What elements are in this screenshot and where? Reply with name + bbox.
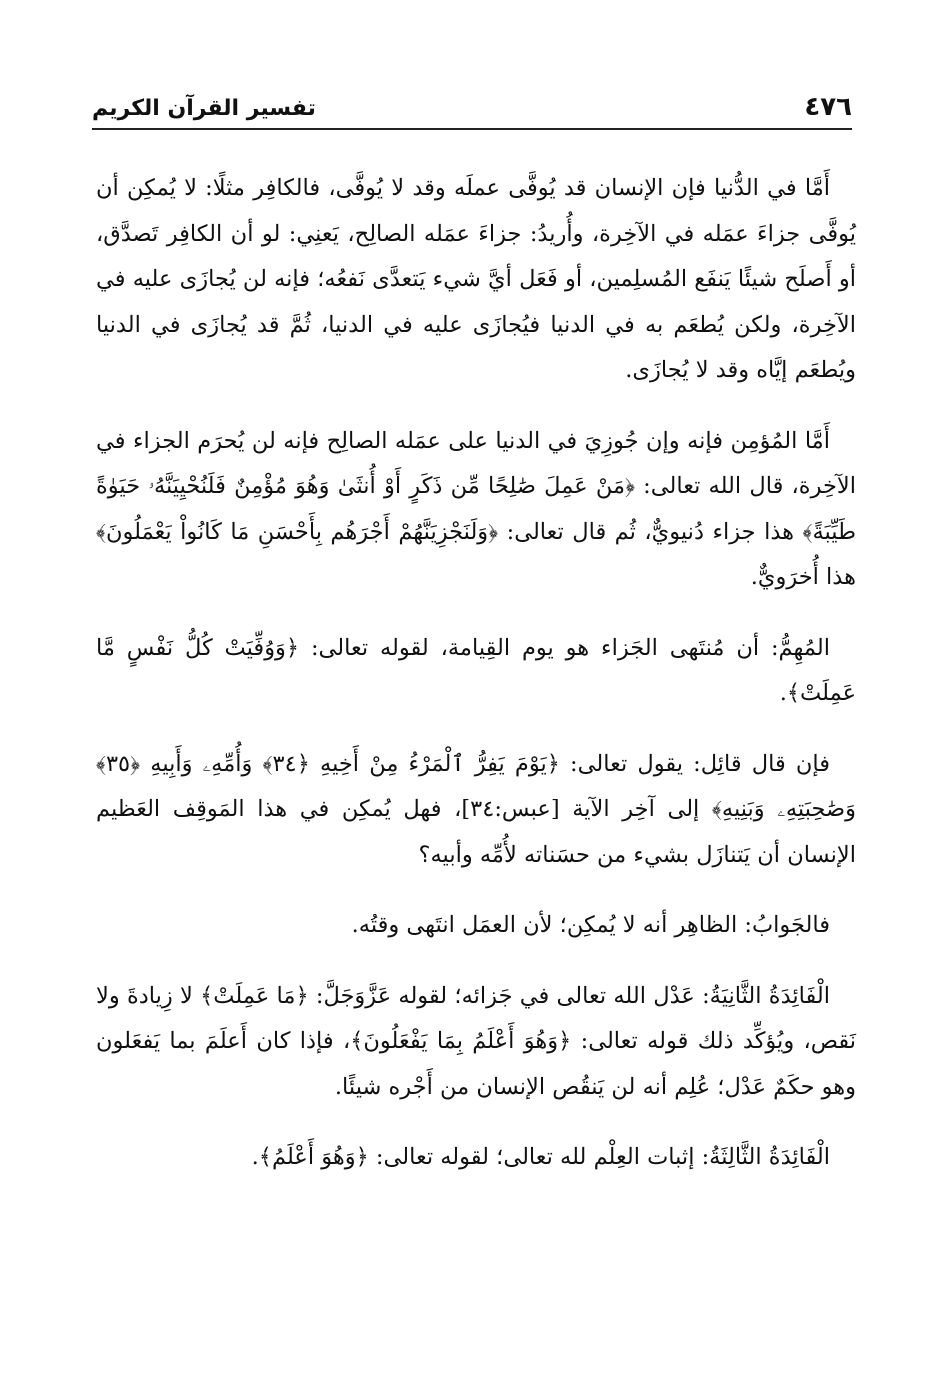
paragraph-1: أَمَّا في الدُّنيا فإن الإنسان قد يُوفَّى عملَه وقد لا يُوفَّى، فالكافِر مثلًا: لا يُمكِن أن يُوفَّى جزاءَ عمَله في الآخِرة، وأُريدُ: جزاءَ عمَله الصالِح، يَعنِي: لو أن الكافِر تَصدَّق، أو أَصلَح شيئًا يَنفَع المُسلِمين، أو فَعَل أيَّ شيء يَتعدَّى نَفعُه؛ فإنه لن يُجازَى عليه في الآخِرة، ولكن يُطعَم به في الدنيا فيُجازَى عليه في الدنيا، ثُمَّ قد يُجازَى في الدنيا ويُطعَم إيَّاه وقد لا يُجازَى.: [96, 175, 856, 383]
page-body: [96, 166, 856, 1206]
page-number: ٤٧٦: [804, 92, 852, 122]
paragraph-2: أَمَّا المُؤمِن فإنه وإن جُوزِيَ في الدنيا على عمَله الصالِح فإنه لن يُحرَم الجزاء في الآخِرة، قال الله تعالى: ﴿مَنْ عَمِلَ صَٰلِحًا مِّن ذَكَرٍ أَوْ أُنثَىٰ وَهُوَ مُؤْمِنٌ فَلَنُحْيِيَنَّهُۥ حَيَوٰةً طَيِّبَةً﴾ هذا جزاء دُنيويٌّ، ثُم قال تعالى: ﴿وَلَنَجْزِيَنَّهُمْ أَجْرَهُم بِأَحْسَنِ مَا كَانُواْ يَعْمَلُونَ﴾ هذا أُخرَويٌّ.: [96, 427, 856, 590]
page-header: [92, 88, 852, 130]
paragraph-7: الْفَائِدَةُ الثَّالِثَةُ: إثبات العِلْم لله تعالى؛ لقوله تعالى: ﴿وَهُوَ أَعْلَمُ﴾.: [251, 1144, 830, 1170]
paragraph-4: فإن قال قائِل: يقول تعالى: ﴿يَوْمَ يَفِرُّ ٱلْمَرْءُ مِنْ أَخِيهِ ﴿٣٤﴾ وَأُمِّهِۦ وَأَبِيهِ ﴿٣٥﴾ وَصَٰحِبَتِهِۦ وَبَنِيهِ﴾ إلى آخِر الآية [عبس:٣٤]، فهل يُمكِن في هذا المَوقِف العَظيم الإنسان أن يَتنازَل بشيء من حسَناته لأُمِّه وأبيه؟: [96, 750, 856, 868]
paragraph-6: الْفَائِدَةُ الثَّانِيَةُ: عَدْل الله تعالى في جَزائه؛ لقوله عَزَّوَجَلَّ: ﴿مَا عَمِلَتْ﴾ لا زِيادةَ ولا نَقص، ويُؤكِّد ذلك قوله تعالى: ﴿وَهُوَ أَعْلَمُ بِمَا يَفْعَلُونَ﴾، فإذا كان أَعلَمَ بما يَفعَلون وهو حكَمٌ عَدْل؛ عُلِم أنه لن يَنقُص الإنسان من أَجْره شيئًا.: [96, 982, 856, 1100]
paragraph-5: فالجَوابُ: الظاهِر أنه لا يُمكِن؛ لأن العمَل انتَهى وقتُه.: [351, 912, 830, 938]
running-title: تفسير القرآن الكريم: [92, 96, 316, 121]
paragraph-3: المُهِمُّ: أن مُنتَهى الجَزاء هو يوم القِيامة، لقوله تعالى: ﴿وَوُفِّيَتْ كُلُّ نَفْسٍ مَّا عَمِلَتْ﴾.: [96, 634, 856, 706]
